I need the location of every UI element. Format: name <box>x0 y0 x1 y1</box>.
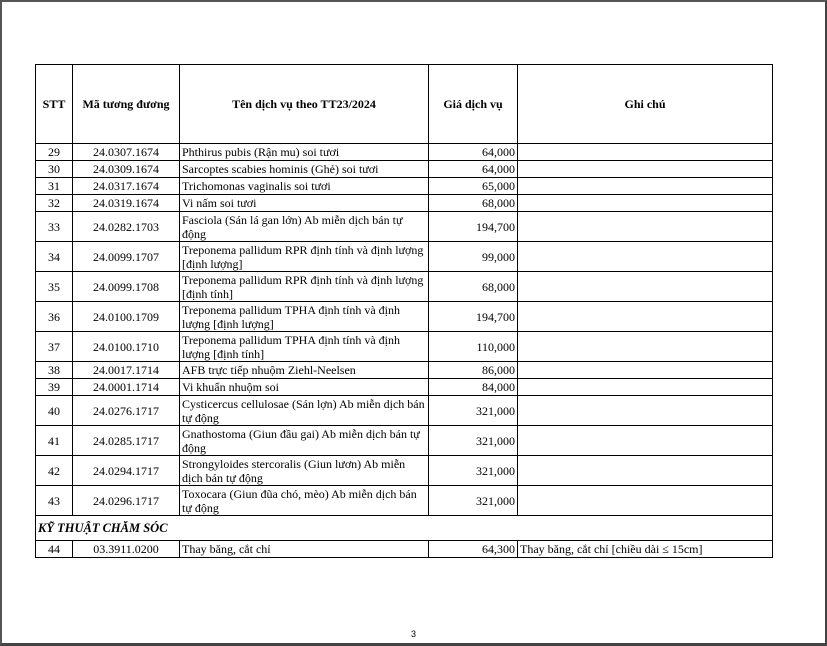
table-row <box>36 332 773 362</box>
table-row <box>36 272 773 302</box>
cell-code: 03.3911.0200 <box>73 541 180 558</box>
table-row <box>36 212 773 242</box>
cell-code: 24.0319.1674 <box>73 195 180 212</box>
table-row <box>36 541 773 558</box>
cell-name: Phthirus pubis (Rận mu) soi tươi <box>180 144 429 161</box>
cell-code: 24.0317.1674 <box>73 178 180 195</box>
cell-price: 84,000 <box>429 379 518 396</box>
cell-stt: 39 <box>36 379 73 396</box>
cell-price: 110,000 <box>429 332 518 362</box>
cell-stt: 38 <box>36 362 73 379</box>
cell-stt: 29 <box>36 144 73 161</box>
cell-stt: 42 <box>36 456 73 486</box>
cell-code: 24.0296.1717 <box>73 486 180 516</box>
cell-price: 321,000 <box>429 426 518 456</box>
cell-note <box>518 212 773 242</box>
cell-name: Thay băng, cắt chỉ <box>180 541 429 558</box>
cell-name: Vi khuẩn nhuộm soi <box>180 379 429 396</box>
table-row <box>36 456 773 486</box>
page-number: 3 <box>410 629 416 639</box>
cell-name: Fasciola (Sán lá gan lớn) Ab miễn dịch bán tự động <box>180 212 429 242</box>
cell-name: Trichomonas vaginalis soi tươi <box>180 178 429 195</box>
cell-price: 99,000 <box>429 242 518 272</box>
cell-name: Vi nấm soi tươi <box>180 195 429 212</box>
cell-code: 24.0001.1714 <box>73 379 180 396</box>
cell-stt: 30 <box>36 161 73 178</box>
cell-note <box>518 242 773 272</box>
table-row <box>36 426 773 456</box>
cell-note <box>518 195 773 212</box>
table-row <box>36 362 773 379</box>
cell-stt: 41 <box>36 426 73 456</box>
cell-stt: 37 <box>36 332 73 362</box>
table-row <box>36 144 773 161</box>
cell-price: 194,700 <box>429 212 518 242</box>
cell-stt: 31 <box>36 178 73 195</box>
header-note: Ghi chú <box>518 65 773 144</box>
table-row <box>36 161 773 178</box>
cell-stt: 34 <box>36 242 73 272</box>
cell-name: Gnathostoma (Giun đầu gai) Ab miễn dịch bán tự động <box>180 426 429 456</box>
cell-name: Cysticercus cellulosae (Sán lợn) Ab miễn dịch bán tự động <box>180 396 429 426</box>
cell-note <box>518 456 773 486</box>
cell-code: 24.0309.1674 <box>73 161 180 178</box>
header-row <box>36 65 773 144</box>
cell-note <box>518 426 773 456</box>
table-row <box>36 379 773 396</box>
cell-code: 24.0100.1709 <box>73 302 180 332</box>
cell-price: 65,000 <box>429 178 518 195</box>
cell-code: 24.0282.1703 <box>73 212 180 242</box>
cell-name: Sarcoptes scabies hominis (Ghẻ) soi tươi <box>180 161 429 178</box>
cell-name: AFB trực tiếp nhuộm Ziehl-Neelsen <box>180 362 429 379</box>
cell-code: 24.0017.1714 <box>73 362 180 379</box>
cell-stt: 36 <box>36 302 73 332</box>
cell-price: 321,000 <box>429 486 518 516</box>
cell-stt: 32 <box>36 195 73 212</box>
cell-note <box>518 302 773 332</box>
table-row <box>36 302 773 332</box>
cell-name: Toxocara (Giun đũa chó, mèo) Ab miễn dịch bán tự động <box>180 486 429 516</box>
cell-stt: 43 <box>36 486 73 516</box>
cell-note <box>518 332 773 362</box>
cell-code: 24.0100.1710 <box>73 332 180 362</box>
cell-price: 68,000 <box>429 272 518 302</box>
cell-price: 321,000 <box>429 396 518 426</box>
table-row <box>36 396 773 426</box>
cell-stt: 40 <box>36 396 73 426</box>
cell-code: 24.0099.1707 <box>73 242 180 272</box>
cell-price: 68,000 <box>429 195 518 212</box>
cell-note <box>518 362 773 379</box>
cell-note <box>518 144 773 161</box>
cell-note <box>518 379 773 396</box>
header-name: Tên dịch vụ theo TT23/2024 <box>180 65 429 144</box>
header-code: Mã tương đương <box>73 65 180 144</box>
cell-name: Treponema pallidum TPHA định tính và định lượng [định lượng] <box>180 302 429 332</box>
cell-code: 24.0294.1717 <box>73 456 180 486</box>
cell-stt: 33 <box>36 212 73 242</box>
table-row <box>36 242 773 272</box>
cell-name: Treponema pallidum TPHA định tính và định lượng [định tính] <box>180 332 429 362</box>
header-stt: STT <box>36 65 73 144</box>
cell-code: 24.0276.1717 <box>73 396 180 426</box>
cell-code: 24.0099.1708 <box>73 272 180 302</box>
cell-price: 86,000 <box>429 362 518 379</box>
services-table <box>35 64 773 558</box>
cell-price: 64,300 <box>429 541 518 558</box>
cell-note <box>518 486 773 516</box>
cell-price: 194,700 <box>429 302 518 332</box>
section-title: KỸ THUẬT CHĂM SÓC <box>36 516 773 541</box>
cell-price: 64,000 <box>429 161 518 178</box>
table-row <box>36 195 773 212</box>
cell-note <box>518 272 773 302</box>
cell-note: Thay băng, cắt chỉ [chiều dài ≤ 15cm] <box>518 541 773 558</box>
cell-code: 24.0285.1717 <box>73 426 180 456</box>
cell-name: Strongyloides stercoralis (Giun lươn) Ab miễn dịch bán tự động <box>180 456 429 486</box>
cell-note <box>518 396 773 426</box>
table-row <box>36 486 773 516</box>
cell-code: 24.0307.1674 <box>73 144 180 161</box>
cell-price: 321,000 <box>429 456 518 486</box>
header-price: Giá dịch vụ <box>429 65 518 144</box>
cell-stt: 44 <box>36 541 73 558</box>
cell-price: 64,000 <box>429 144 518 161</box>
table-row <box>36 178 773 195</box>
cell-name: Treponema pallidum RPR định tính và định lượng [định tính] <box>180 272 429 302</box>
cell-stt: 35 <box>36 272 73 302</box>
section-row <box>36 516 773 541</box>
cell-name: Treponema pallidum RPR định tính và định lượng [định lượng] <box>180 242 429 272</box>
cell-note <box>518 178 773 195</box>
cell-note <box>518 161 773 178</box>
